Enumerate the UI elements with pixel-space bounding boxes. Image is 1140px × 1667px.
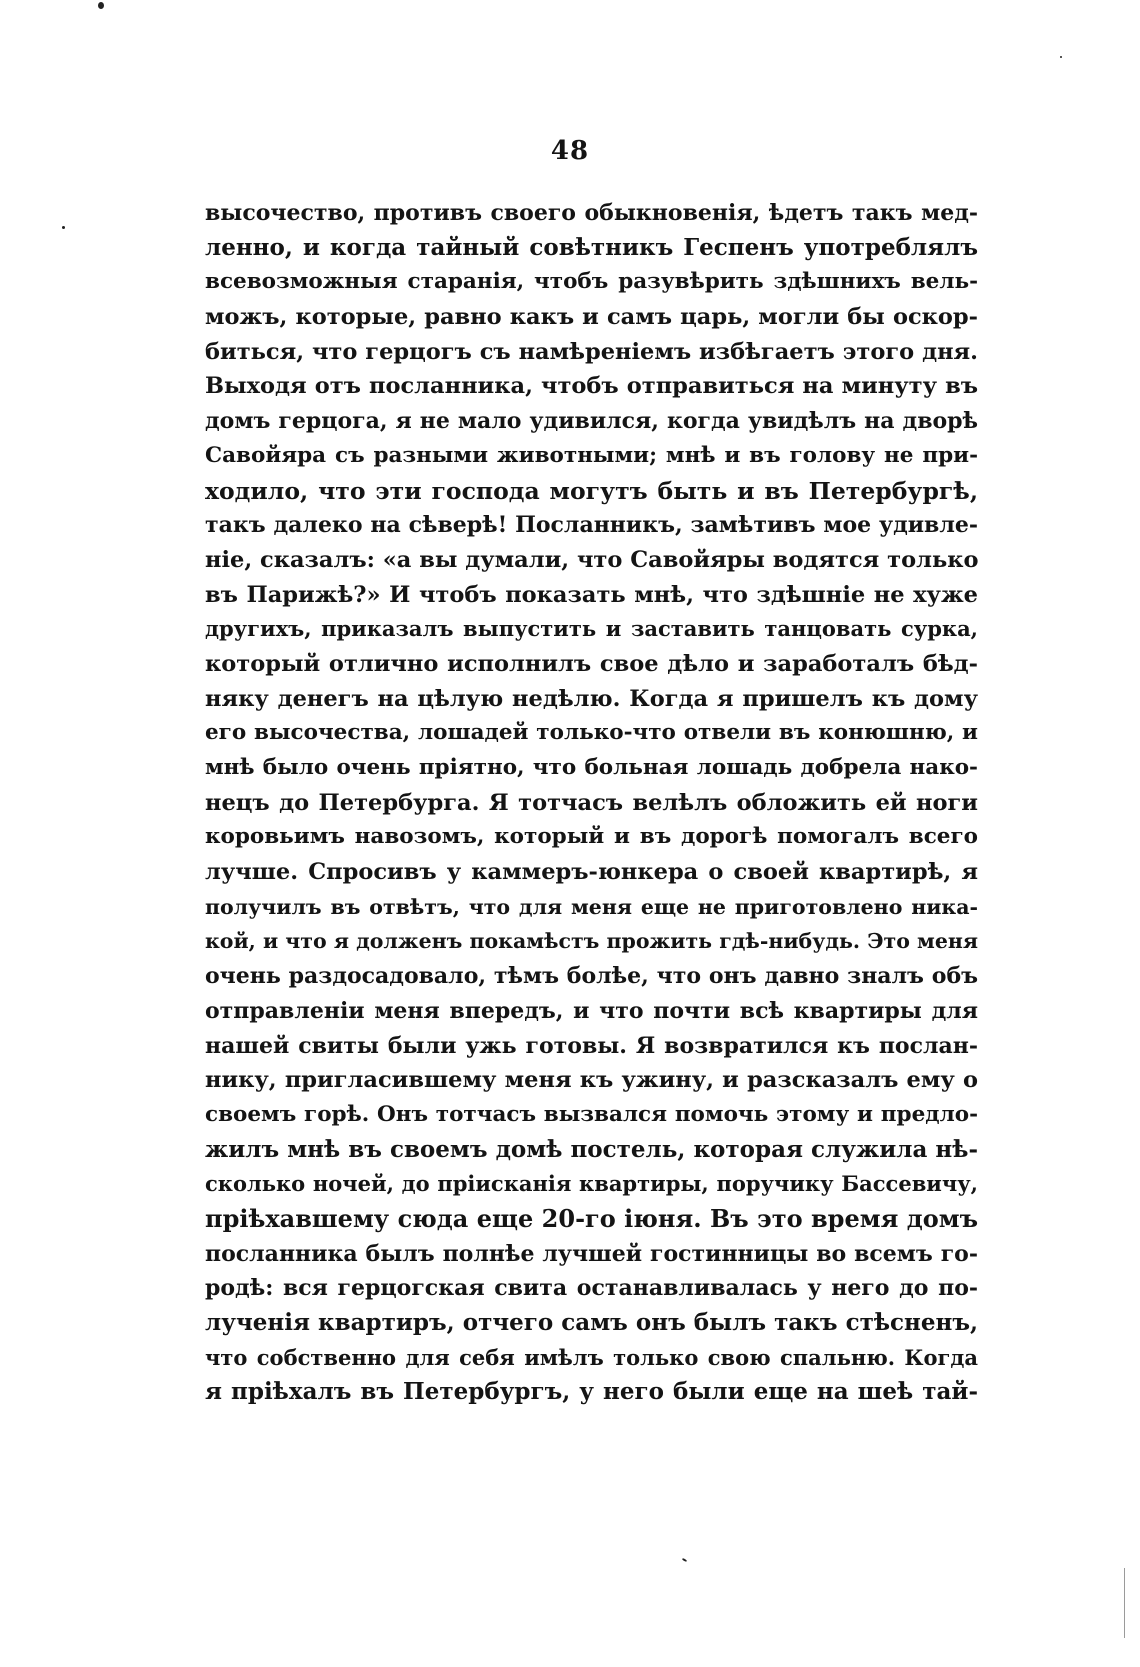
ink-speck (1060, 56, 1062, 58)
text-line: отправленіи меня впередъ, и что почти всѣ квартиры для (205, 997, 978, 1024)
text-line: такъ далеко на сѣверѣ! Посланникъ, замѣтивъ мое удивле- (205, 512, 978, 539)
page-number: 48 (550, 136, 590, 166)
text-line: я пріѣхалъ въ Петербургъ, у него были еще на шеѣ тай- (205, 1378, 978, 1406)
text-line: родѣ: вся герцогская свита останавливалась у него до по- (205, 1275, 978, 1302)
ink-speck (98, 2, 104, 9)
scan-edge-line (1124, 1568, 1125, 1638)
text-line: домъ герцога, я не мало удивился, когда увидѣлъ на дворѣ (205, 408, 978, 435)
text-line: можъ, которые, равно какъ и самъ царь, могли бы оскор- (205, 304, 978, 331)
text-line: пріѣхавшему сюда еще 20-го іюня. Въ это время домъ (205, 1203, 978, 1233)
text-line: ходило, что эти господа могутъ быть и въ Петербургѣ, (205, 476, 978, 505)
text-line: ленно, и когда тайный совѣтникъ Геспенъ употреблялъ (205, 233, 978, 261)
text-line: его высочества, лошадей только-что отвели въ конюшню, и (205, 720, 978, 746)
text-line: очень раздосадовало, тѣмъ болѣе, что онъ давно зналъ объ (205, 963, 978, 990)
text-line: нецъ до Петербурга. Я тотчасъ велѣлъ обложить ей ноги (205, 789, 978, 816)
ink-speck (682, 1558, 687, 1562)
text-line: биться, что герцогъ съ намѣреніемъ избѣгаетъ этого дня. (205, 338, 978, 365)
text-line: высочество, противъ своего обыкновенія, ѣдетъ такъ мед- (205, 200, 978, 226)
text-line: нику, пригласившему меня къ ужину, и разсказалъ ему о (205, 1067, 978, 1094)
text-line: Выходя отъ посланника, чтобъ отправиться на минуту въ (205, 373, 978, 400)
text-line: который отлично исполнилъ свое дѣло и заработалъ бѣд- (205, 650, 978, 677)
body-text (205, 196, 978, 1410)
text-line: посланника былъ полнѣе лучшей гостинницы во всемъ го- (205, 1240, 978, 1267)
text-line: всевозможныя старанія, чтобъ разувѣрить здѣшнихъ вель- (205, 269, 978, 295)
text-line: лученія квартиръ, отчего самъ онъ былъ такъ стѣсненъ, (205, 1309, 978, 1336)
text-line: въ Парижѣ?» И чтобъ показать мнѣ, что здѣшніе не хуже (205, 581, 978, 608)
text-line: ніе, сказалъ: «а вы думали, что Савойяры водятся только (205, 546, 979, 573)
text-line: другихъ, приказалъ выпустить и заставить танцовать сурка, (205, 616, 978, 642)
text-line: коровьимъ навозомъ, который и въ дорогѣ помогалъ всего (205, 824, 978, 850)
text-line: нашей свиты были ужь готовы. Я возвратился къ послан- (205, 1032, 978, 1059)
text-line: кой, и что я долженъ покамѣстъ прожить гдѣ-нибудь. Это меня (205, 929, 979, 954)
text-line: няку денегъ на цѣлую недѣлю. Когда я пришелъ къ дому (205, 685, 978, 712)
text-line: своемъ горѣ. Онъ тотчасъ вызвался помочь этому и предло- (205, 1101, 978, 1127)
text-line: сколько ночей, до пріисканія квартиры, поручику Бассевичу, (205, 1171, 978, 1197)
text-line: Савойяра съ разными животными; мнѣ и въ голову не при- (205, 442, 978, 468)
text-line: получилъ въ отвѣтъ, что для меня еще не приготовлено ника- (205, 894, 978, 919)
text-line: мнѣ было очень пріятно, что больная лошадь добрела нако- (205, 755, 978, 780)
text-line: что собственно для себя имѣлъ только свою спальню. Когда (205, 1344, 978, 1370)
text-line: лучше. Спросивъ у каммеръ-юнкера о своей квартирѣ, я (205, 859, 978, 886)
ink-speck (62, 226, 65, 229)
text-line: жилъ мнѣ въ своемъ домѣ постель, которая служила нѣ- (205, 1135, 978, 1163)
